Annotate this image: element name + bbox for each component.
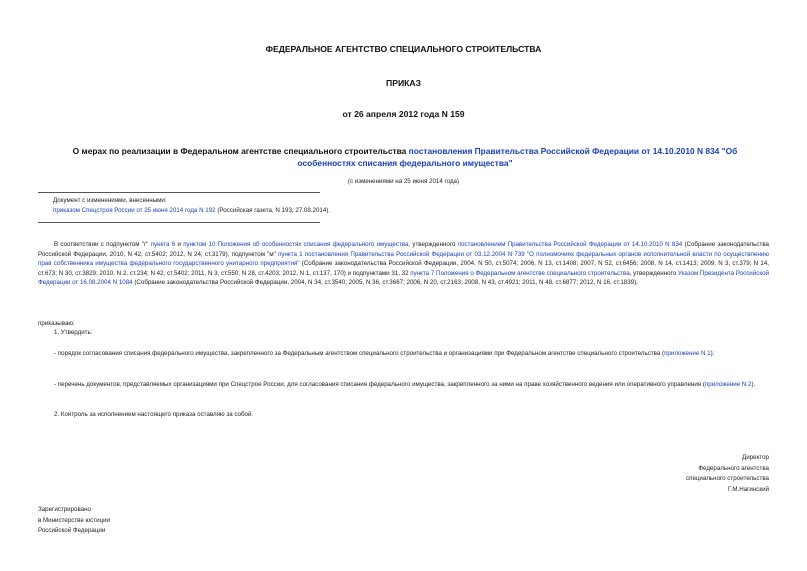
- title-prefix: О мерах по реализации в Федеральном агентстве специального строительства: [72, 146, 409, 156]
- registration-line: Зарегистрировано: [38, 506, 91, 513]
- sub-item-1: [38, 349, 769, 359]
- changes-line: Документ с изменениями, внесенными:: [53, 197, 167, 204]
- item-2: 2. Контроль за исполнением настоящего приказа оставляю за собой.: [54, 411, 254, 418]
- signatory-name: Г.М.Нагинский: [728, 485, 769, 493]
- sub-item-2: [38, 380, 769, 390]
- appendix-1-link[interactable]: приложение N 1: [664, 350, 711, 357]
- signature-agency-line: Федерального агентства: [698, 464, 769, 472]
- signature-position: Директор: [742, 454, 769, 461]
- preamble-text: , утвержденного: [629, 269, 678, 277]
- document-title: [60, 146, 750, 169]
- preamble-link-decree-739[interactable]: пункта 1 постановления Правительства Российской Федерации от 03.12.2004 N 739 "О полномочиях федеральных органов исполнительной власти по осуществлению прав собственника имущества федерального государственного унитарного предприятия": [38, 250, 769, 267]
- document-type-heading: ПРИКАЗ: [386, 78, 421, 88]
- preamble-link-point10[interactable]: пунктом 10 Положения об особенностях списания федерального имущества: [183, 241, 409, 248]
- amended-note: (с изменениями на 25 июня 2014 года): [347, 178, 460, 185]
- registration-line: в Министерстве юстиции: [38, 516, 111, 524]
- changes-bottom-rule: [38, 222, 320, 223]
- changes-source-suffix: (Российская газета, N 193, 27.08.2014).: [215, 206, 331, 214]
- preamble-link-regulation[interactable]: пункта 7 Положения о Федеральном агентстве специального строительства: [410, 269, 630, 277]
- preamble-link-point6[interactable]: пункта 6: [150, 241, 176, 248]
- changes-top-rule: [38, 192, 320, 193]
- changes-order-link[interactable]: приказом Спецстроя России от 25 июня 2014 года N 192: [53, 206, 216, 214]
- order-word: приказываю:: [38, 320, 75, 327]
- preamble-text: и: [175, 241, 184, 248]
- preamble-text: (Собрание законодательства Российской Федерации, 2004, N 50, ст.5074; 2006, N 13, ст.1408; 2007, N 52, ст.6456; 2008, N 14, ст.1413; 2009, N 3, ст.379; N 14, ст.673; N 30, ст.3829; 2010, N 2, ст.234; N 42, ст.5402; 2011, N 3, ст.550; N 28, ст.4203; 2012, N 1, ст.137, 170) и подпунктами 31, 32: [38, 260, 770, 277]
- changes-source: [53, 206, 453, 216]
- preamble-paragraph: [38, 240, 769, 288]
- signature-agency-line: специального строительства: [686, 475, 769, 482]
- title-decree-link[interactable]: постановления Правительства Российской Федерации от 14.10.2010 N 834 "Об особенностях списания федерального имущества": [297, 146, 738, 168]
- preamble-link-president-decree[interactable]: Указом Президента Российской Федерации от 16.08.2004 N 1084: [38, 269, 769, 286]
- date-number-heading: от 26 апреля 2012 года N 159: [342, 109, 465, 119]
- sub-item-2-text: - перечень документов, представляемых организациями при Спецстрое России, для согласования списания федерального имущества, закрепленного за ними на праве хозяйственного ведения или оперативного управления (: [54, 381, 705, 388]
- sub-item-2-end: ).: [751, 381, 756, 388]
- registration-line: Российской Федерации: [38, 527, 106, 534]
- preamble-text: В соответствии с подпунктом "г": [54, 241, 151, 248]
- preamble-link-decree-834[interactable]: постановлением Правительства Российской Федерации от 14.10.2010 N 834: [457, 241, 683, 248]
- signature-block: [469, 453, 769, 495]
- item-1: 1. Утвердить:: [54, 329, 93, 336]
- sub-item-1-text: - порядок согласования списания федерального имущества, закрепленного за Федеральным агентством специального строительства и организациями при Федеральном агентстве специального строительства (: [54, 350, 665, 357]
- preamble-text: , утвержденного: [408, 241, 458, 248]
- preamble-text: (Собрание законодательства Российской Федерации, 2010, N 42, ст.5402; 2012, N 24, ст.3179), подпунктом "м": [38, 241, 769, 258]
- changes-box: [53, 196, 453, 215]
- preamble-text: (Собрание законодательства Российской Федерации, 2004, N 34, ст.3540; 2005, N 36, ст.3667; 2006, N 20, ст.2163; 2008, N 43, ст.4921; 2011, N 48, ст.6877; 2012, N 16, ст.1839),: [132, 279, 638, 286]
- appendix-2-link[interactable]: приложение N 2: [704, 381, 752, 388]
- registration-block: [38, 505, 110, 537]
- agency-heading: ФЕДЕРАЛЬНОЕ АГЕНТСТВО СПЕЦИАЛЬНОГО СТРОИТЕЛЬСТВА: [265, 44, 542, 54]
- sub-item-1-end: );: [710, 350, 715, 357]
